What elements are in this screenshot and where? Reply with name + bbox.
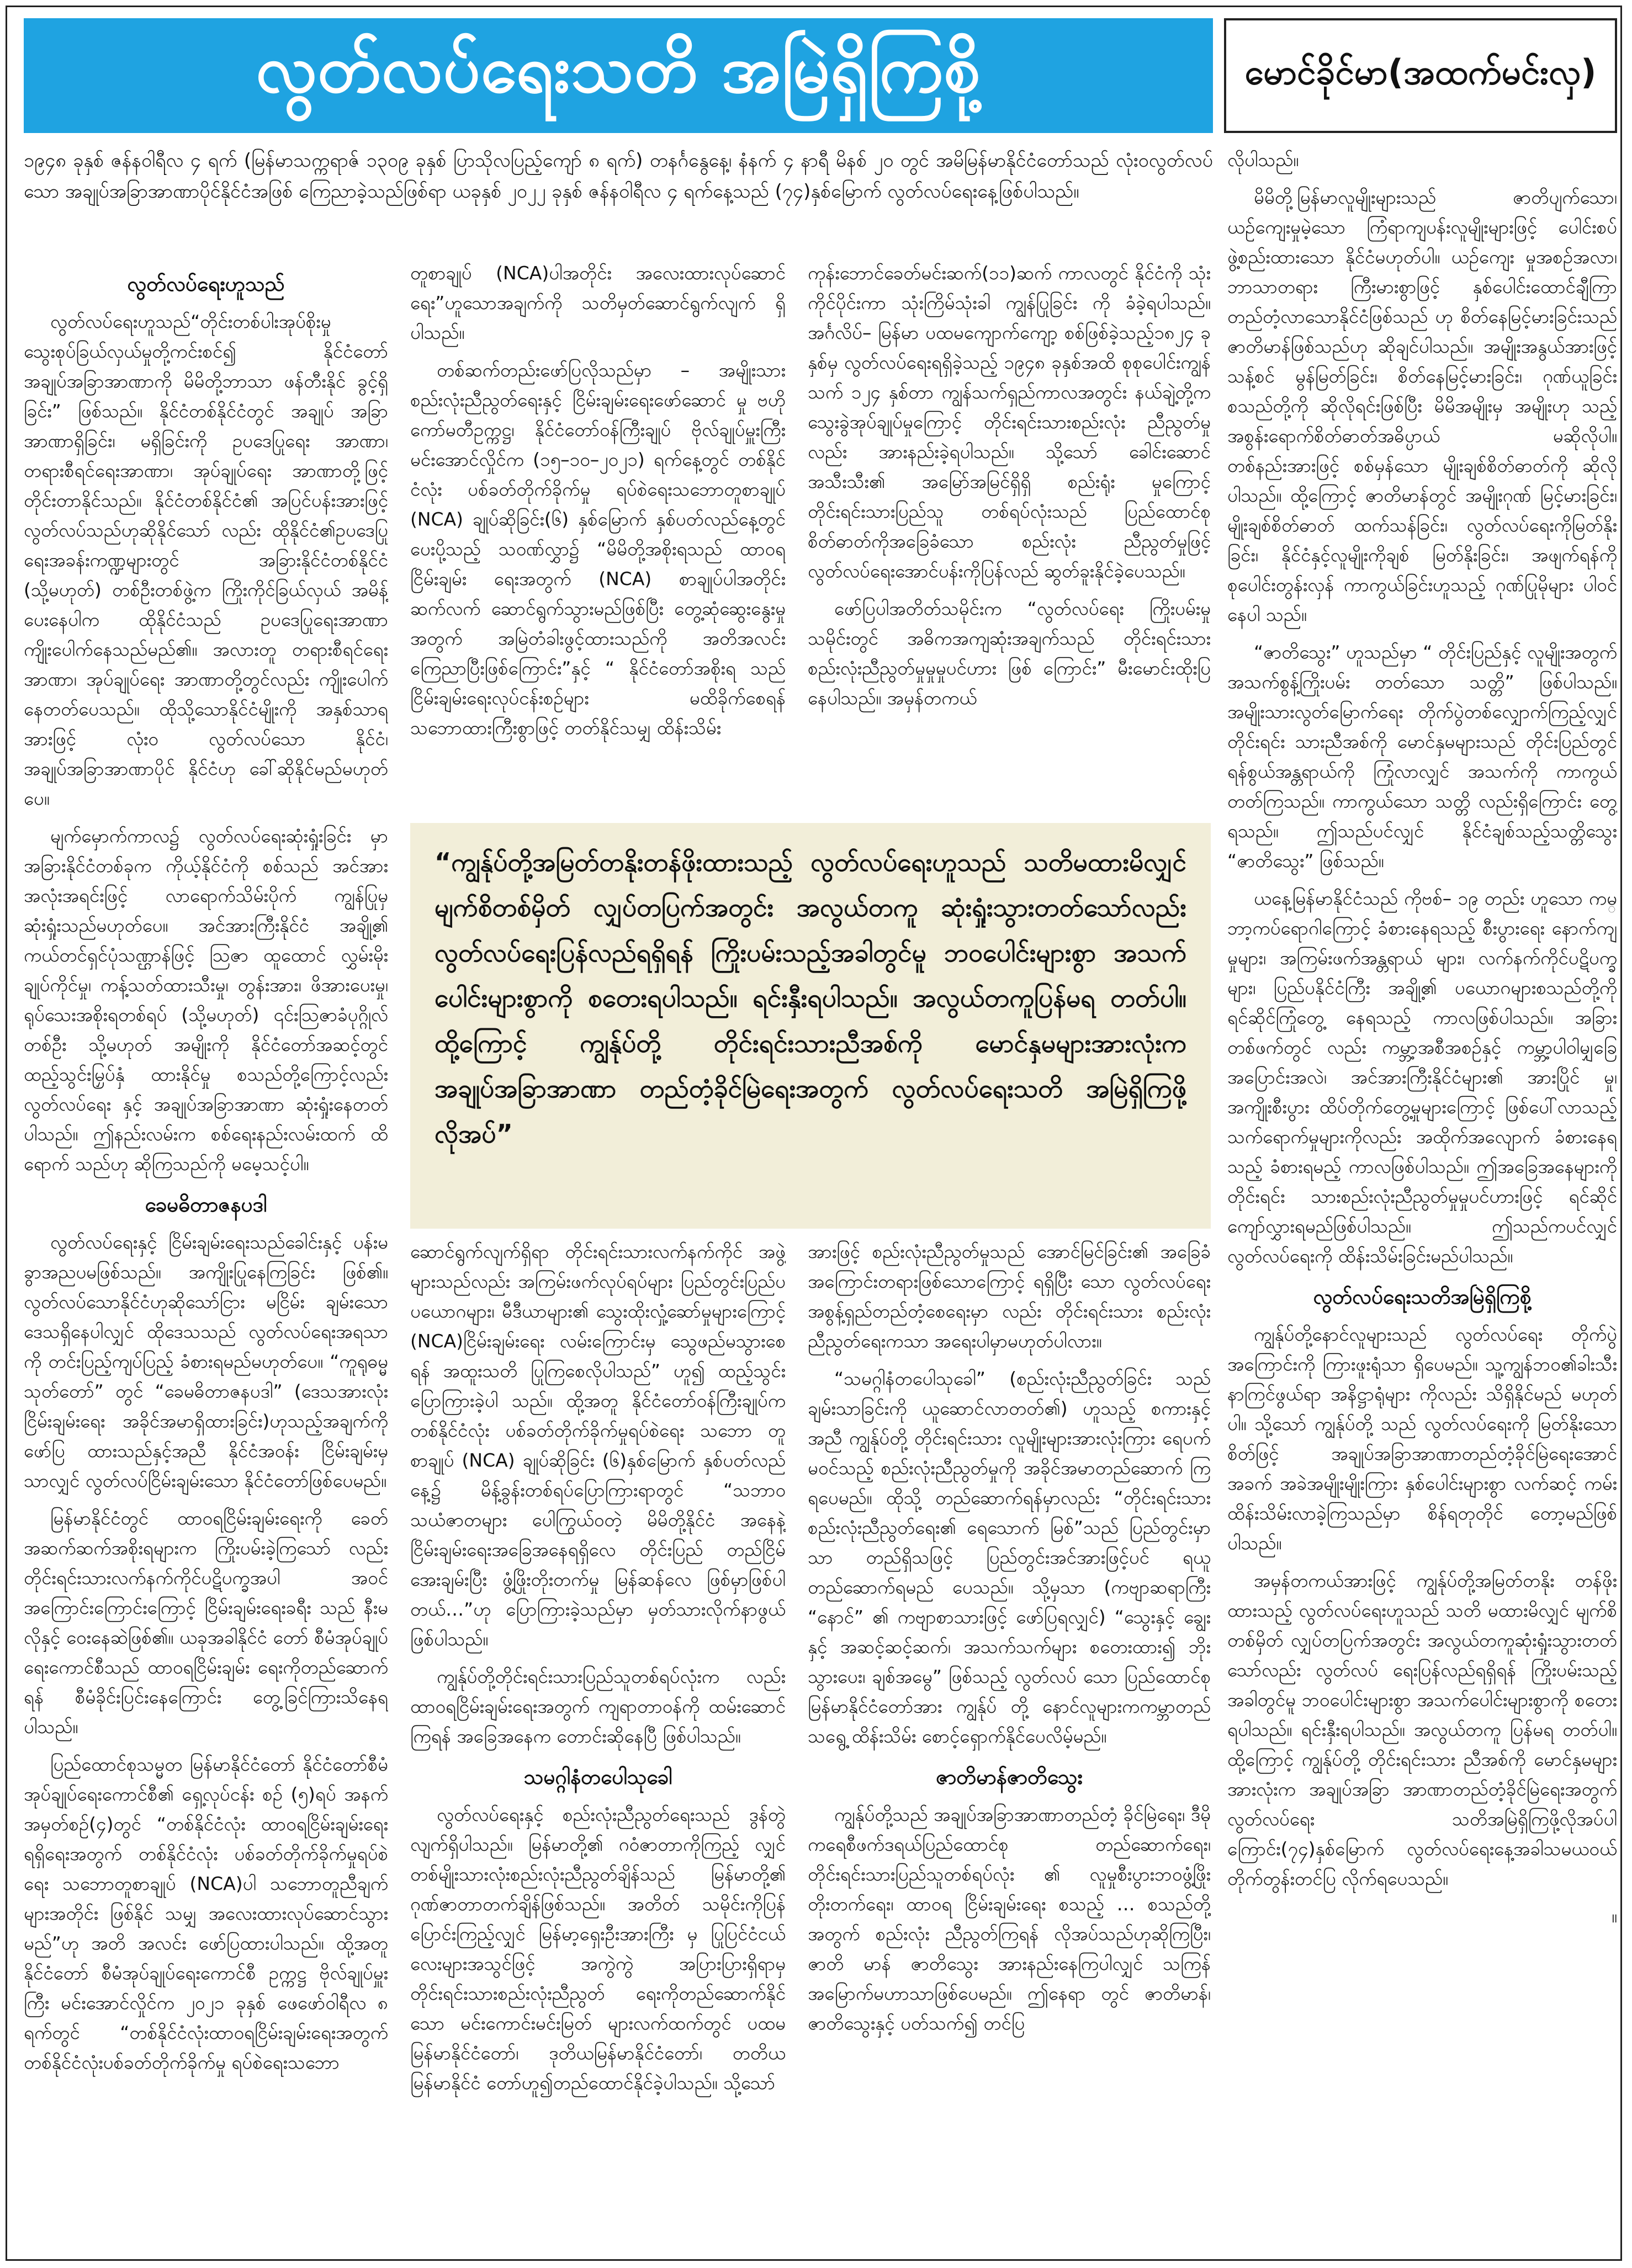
- lead-paragraph: [24, 145, 1213, 256]
- page-frame: [6, 6, 1622, 2261]
- article-title-banner: [24, 18, 1213, 133]
- body-paragraph: ကျွန်ုပ်တို့သည် အချုပ်အခြာအာဏာတည်တံ့ ခိုင်မြဲရေး၊ ဒီမိုကရေစီဖက်ဒရယ်ပြည်ထောင်စု တည်ဆောက်ရေး၊ တိုင်းရင်းသားပြည်သူတစ်ရပ်လုံး ၏ လူမှုစီးပွားဘဝဖွံ့ဖြိုးတိုးတက်ရေး၊ ထာဝရ ငြိမ်းချမ်းရေး စသည့် … စသည်တို့အတွက် စည်းလုံး ညီညွတ်ကြရန် လိုအပ်သည်ဟုဆိုကြပြီး၊ ဇာတိ မာန် ဇာတိသွေး အားနည်းနေကြပါလျှင် သကြန် အမြောက်မဟာသာဖြစ်ပေမည်။ ဤနေရာ တွင် ဇာတိမာန်၊ ဇာတိသွေးနှင့် ပတ်သက်၍ တင်ပြ: [808, 1804, 1211, 2034]
- pull-quote: [410, 823, 1211, 1229]
- body-paragraph: တူစာချုပ် (NCA)ပါအတိုင်း အလေးထားလုပ်ဆောင် ရေး”ဟူသောအချက်ကို သတိမှတ်ဆောင်ရွက်လျက် ရှိပါသည်။: [410, 262, 786, 343]
- subheading-khema: ခေမဓိတာဇနပဒါ: [145, 1193, 267, 1217]
- body-paragraph: ပြည်ထောင်စုသမ္မတ မြန်မာနိုင်ငံတော် နိုင်ငံတော်စီမံအုပ်ချုပ်ရေးကောင်စီ၏ ရှေ့လုပ်ငန်း စဉ် (၅)ရပ် အနက် အမှတ်စဉ်(၄)တွင် “တစ်နိုင်ငံလုံး ထာဝရငြိမ်းချမ်းရေးရရှိရေးအတွက် တစ်နိုင်ငံလုံး ပစ်ခတ်တိုက်ခိုက်မှုရပ်စဲရေး သဘောတူစာချုပ် (NCA)ပါ သဘောတူညီချက်များအတိုင်း ဖြစ်နိုင် သမျှ အလေးထားလုပ်ဆောင်သွားမည်”ဟု အတိ အလင်း ဖော်ပြထားပါသည်။ ထို့အတူ နိုင်ငံတော် စီမံအုပ်ချုပ်ရေးကောင်စီ ဥက္ကဋ္ဌ ဗိုလ်ချုပ်မှူးကြီး မင်းအောင်လှိုင်က ၂၀၂၁ ခုနှစ် ဖေဖော်ဝါရီလ ၈ ရက်တွင် “တစ်နိုင်ငံလုံးထာဝရငြိမ်းချမ်းရေးအတွက် တစ်နိုင်ငံလုံးပစ်ခတ်တိုက်ခိုက်မှု ရပ်စဲရေးသဘော: [24, 1754, 388, 2073]
- end-mark: ။: [1612, 1905, 1617, 1927]
- body-paragraph: လွတ်လပ်ရေးဟူသည်“တိုင်းတစ်ပါးအုပ်စိုးမှု သွေးစုပ်ခြယ်လှယ်မှုတို့ကင်းစင်၍ နိုင်ငံတော် အချုပ်အခြာအာဏာကို မိမိတို့ဘာသာ ဖန်တီးနိုင် ခွင့်ရှိခြင်း” ဖြစ်သည်။ နိုင်ငံတစ်နိုင်ငံတွင် အချုပ် အခြာ အာဏာရှိခြင်း၊ မရှိခြင်းကို ဥပဒေပြုရေး အာဏာ၊ တရားစီရင်ရေးအာဏာ၊ အုပ်ချုပ်ရေး အာဏာတို့ဖြင့် တိုင်းတာနိုင်သည်။ နိုင်ငံတစ်နိုင်ငံ၏ အပြင်ပန်းအားဖြင့် လွတ်လပ်သည်ဟုဆိုနိုင်သော် လည်း ထိုနိုင်ငံ၏ဥပဒေပြုရေးအခန်းကဏ္ဍများတွင် အခြားနိုင်ငံတစ်နိုင်ငံ (သို့မဟုတ်) တစ်ဦးတစ်ဖွဲ့က ကြိုးကိုင်ခြယ်လှယ် အမိန့်ပေးနေပါက ထိုနိုင်ငံသည် ဥပဒေပြုရေးအာဏာ ကျိုးပေါက်နေသည်မည်၏။ အလားတူ တရားစီရင်ရေးအာဏာ၊ အုပ်ချုပ်ရေး အာဏာတို့တွင်လည်း ကျိုးပေါက်နေတတ်ပေသည်။ ထိုသို့သောနိုင်ငံမျိုးကို အနှစ်သာရအားဖြင့် လုံးဝ လွတ်လပ်သော နိုင်ငံ၊ အချုပ်အခြာအာဏာပိုင် နိုင်ငံဟု ခေါ်ဆိုနိုင်မည်မဟုတ်ပေ။: [24, 311, 388, 809]
- article-title: လွတ်လပ်ရေးသတိ အမြဲရှိကြစို့: [256, 31, 981, 107]
- column-3-top: [808, 258, 1211, 816]
- body-paragraph: တစ်ဆက်တည်းဖော်ပြလိုသည်မှာ – အမျိုးသား စည်းလုံးညီညွတ်ရေးနှင့် ငြိမ်းချမ်းရေးဖော်ဆောင် မှု ဗဟိုကော်မတီဥက္ကဋ္ဌ၊ နိုင်ငံတော်ဝန်ကြီးချုပ် ဗိုလ်ချုပ်မှူးကြီး မင်းအောင်လှိုင်က (၁၅–၁၀–၂၀၂၁) ရက်နေ့တွင် တစ်နိုင်ငံလုံး ပစ်ခတ်တိုက်ခိုက်မှု ရပ်စဲရေးသဘောတူစာချုပ် (NCA) ချုပ်ဆိုခြင်း(၆) နှစ်မြောက် နှစ်ပတ်လည်နေ့တွင် ပေးပို့သည့် သဝဏ်လွှာ၌ “မိမိတို့အစိုးရသည် ထာဝရငြိမ်းချမ်း ရေးအတွက် (NCA) စာချုပ်ပါအတိုင်း ဆက်လက် ဆောင်ရွက်သွားမည်ဖြစ်ပြီး တွေ့ဆုံဆွေးနွေးမှု အတွက် အမြဲတံခါးဖွင့်ထားသည်ကို အတိအလင်း ကြေညာပြီးဖြစ်ကြောင်း”နှင့် “ နိုင်ငံတော်အစိုးရ သည် ငြိမ်းချမ်းရေးလုပ်ငန်းစဉ်များ မထိခိုက်စေရန် သဘောထားကြီးစွာဖြင့် တတ်နိုင်သမျှ ထိန်းသိမ်း: [410, 359, 786, 739]
- subheading-freedom-definition: လွတ်လပ်ရေးဟူသည်: [127, 272, 285, 296]
- body-paragraph: ယနေ့မြန်မာနိုင်ငံသည် ကိုဗစ်– ၁၉ တည်း ဟူသော ကမ္ဘာ့ကပ်ရောဂါကြောင့် ခံစားနေရသည့် စီးပွားရေး နောက်ကျမှုများ၊ အကြမ်းဖက်အန္တရာယ် များ၊ လက်နက်ကိုင်ပဋိပက္ခများ၊ ပြည်ပနိုင်ငံကြီး အချို့၏ ပယောဂများစသည်တို့ကို ရင်ဆိုင်ကြုံတွေ့ နေရသည့် ကာလဖြစ်ပါသည်။ အခြားတစ်ဖက်တွင် လည်း ကမ္ဘာ့အစီအစဉ်နှင့် ကမ္ဘာ့ပါဝါမျှခြေ အပြောင်းအလဲ၊ အင်အားကြီးနိုင်ငံများ၏ အားပြိုင် မှု၊ အကျိုးစီးပွား ထိပ်တိုက်တွေ့မှုများကြောင့် ဖြစ်ပေါ်လာသည့် သက်ရောက်မှုများကိုလည်း အထိုက်အလျောက် ခံစားနေရသည့် ခံစားရမည့် ကာလဖြစ်ပါသည်။ ဤအခြေအနေများကို တိုင်းရင်း သားစည်းလုံးညီညွတ်မှုမှုပင်ဟားဖြင့် ရင်ဆိုင် ကျော်လွှားရမည်ဖြစ်ပါသည်။ ဤသည်ကပင်လျှင် လွတ်လပ်ရေးကို ထိန်းသိမ်းခြင်းမည်ပါသည်။: [1227, 888, 1617, 1267]
- column-2-top: [410, 258, 786, 816]
- column-3-bottom: [808, 1237, 1211, 2251]
- body-paragraph: ကုန်းဘောင်ခေတ်မင်းဆက်(၁၁)ဆက် ကာလတွင် နိုင်ငံကို သုံးကိုင်ပိုင်းကာ သုံးကြိမ်သုံးခါ ကျွန်ပြုခြင်း ကို ခံခဲ့ရပါသည်။ အင်္ဂလိပ်– မြန်မာ ပထမကျောက်ကျော့ စစ်ဖြစ်ခဲ့သည့်၁၈၂၄ ခုနှစ်မှ လွတ်လပ်ရေးရရှိခဲ့သည့် ၁၉၄၈ ခုနှစ်အထိ စုစုပေါင်းကျွန်သက် ၁၂၄ နှစ်တာ ကျွန်သက်ရှည်ကာလအတွင်း နယ်ချဲ့တို့က သွေးခွဲအုပ်ချုပ်မှုကြောင့် တိုင်းရင်းသားစည်းလုံး ညီညွတ်မှုလည်း အားနည်းခဲ့ရပါသည်။ သို့သော် ခေါင်းဆောင်အသီးသီး၏ အမြော်အမြင်ရှိရှိ စည်းရုံး မှုကြောင့် တိုင်းရင်းသားပြည်သူ တစ်ရပ်လုံးသည် ပြည်ထောင်စုစိတ်ဓာတ်ကိုအခြေခံသော စည်းလုံး ညီညွတ်မှုဖြင့် လွတ်လပ်ရေးအောင်ပန်းကိုပြန်လည် ဆွတ်ခူးနိုင်ခဲ့ပေသည်။: [808, 262, 1211, 582]
- body-paragraph: ဖော်ပြပါအတိတ်သမိုင်းက “လွတ်လပ်ရေး ကြိုးပမ်းမှုသမိုင်းတွင် အဓိကအကျဆုံးအချက်သည် တိုင်းရင်းသား စည်းလုံးညီညွတ်မှုမှုမှုပင်ဟား ဖြစ် ကြောင်း” မီးမောင်းထိုးပြနေပါသည်။ အမှန်တကယ်: [808, 598, 1211, 709]
- body-paragraph: ဆောင်ရွက်လျက်ရှိရာ တိုင်းရင်းသားလက်နက်ကိုင် အဖွဲ့များသည်လည်း အကြမ်းဖက်လုပ်ရပ်များ ပြည်တွင်းပြည်ပ ပယောဂများ၊ မီဒီယာများ၏ သွေးထိုးလှုံ့ဆော်မှုများကြောင့် (NCA)ငြိမ်းချမ်းရေး လမ်းကြောင်းမှ သွေဖည်မသွားစေရန် အထူးသတိ ပြုကြစေလိုပါသည်” ဟူ၍ ထည့်သွင်းပြောကြားခဲ့ပါ သည်။ ထို့အတူ နိုင်ငံတော်ဝန်ကြီးချုပ်က တစ်နိုင်ငံလုံး ပစ်ခတ်တိုက်ခိုက်မှုရပ်စဲရေး သဘော တူစာချုပ် (NCA) ချုပ်ဆိုခြင်း (၆)နှစ်မြောက် နှစ်ပတ်လည်နေ့၌ မိန့်ခွန်းတစ်ရပ်ပြောကြားရာတွင် “သဘာဝသယံဇာတများ ပေါကြွယ်ဝတဲ့ မိမိတို့နိုင်ငံ အနေနဲ့ ငြိမ်းချမ်းရေးအခြေအနေရရှိလေ တိုင်းပြည် တည်ငြိမ်အေးချမ်းပြီး ဖွံ့ဖြိုးတိုးတက်မှု မြန်ဆန်လေ ဖြစ်မှာဖြစ်ပါတယ်…”ဟု ပြောကြားခဲ့သည်မှာ မှတ်သားလိုက်နာဖွယ် ဖြစ်ပါသည်။: [410, 1241, 786, 1650]
- column-4: [1227, 145, 1617, 2251]
- subheading-national-pride: ဇာတိမာန်ဇာတိသွေး: [936, 1765, 1083, 1789]
- body-paragraph: “ဇာတိသွေး” ဟူသည်မှာ “ တိုင်းပြည်နှင့် လူမျိုးအတွက် အသက်စွန့်ကြိုးပမ်း တတ်သော သတ္တိ” ဖြစ်ပါသည်။ အမျိုးသားလွတ်မြောက်ရေး တိုက်ပွဲတစ်လျှောက်ကြည့်လျှင် တိုင်းရင်း သားညီအစ်ကို မောင်နှမများသည် တိုင်းပြည်တွင် ရန်စွယ်အန္တရာယ်ကို ကြုံလာလျှင် အသက်ကို ကာကွယ် တတ်ကြသည်။ ကာကွယ်သော သတ္တိ လည်းရှိကြောင်း တွေ့ရသည်။ ဤသည်ပင်လျှင် နိုင်ငံချစ်သည့်သတ္တိသွေး “ဇာတိသွေး” ဖြစ်သည်။: [1227, 641, 1617, 872]
- column-2-bottom: [410, 1237, 786, 2251]
- pull-quote-text: “ကျွန်ုပ်တို့အမြတ်တနိုးတန်ဖိုးထားသည့် လွတ်လပ်ရေးဟူသည် သတိမထားမိလျှင် မျက်စိတစ်မှိတ် လျှပ်တပြက်အတွင်း အလွယ်တကူ ဆုံးရှုံးသွားတတ်သော်လည်း လွတ်လပ်ရေးပြန်လည်ရရှိရန် ကြိုးပမ်းသည့်အခါတွင်မူ ဘဝပေါင်းများစွာ အသက်ပေါင်းများစွာကို စတေးရပါသည်။ ရင်းနှီးရပါသည်။ အလွယ်တကူပြန်မရ တတ်ပါ။ ထို့ကြောင့် ကျွန်ုပ်တို့ တိုင်းရင်းသားညီအစ်ကို မောင်နှမများအားလုံးက အချုပ်အခြာအာဏာ တည်တံ့ခိုင်မြဲရေးအတွက် လွတ်လပ်ရေးသတိ အမြဲရှိကြဖို့ လိုအပ်”: [435, 847, 1186, 1149]
- body-paragraph: လွတ်လပ်ရေးနှင့် ငြိမ်းချမ်းရေးသည်ခေါင်းနှင့် ပန်းမခွာအညပမဖြစ်သည်။ အကျိုးပြုနေကြခြင်း ဖြစ်၏။ လွတ်လပ်သောနိုင်ငံဟုဆိုသော်ငြား မငြိမ်း ချမ်းသောဒေသရှိနေပါလျှင် ထိုဒေသသည် လွတ်လပ်ရေးအရသာကို တင်းပြည့်ကျပ်ပြည့် ခံစားရမည်မဟုတ်ပေ။ “ကူရုဓမ္မသုတ်တော်” တွင် “ခေမဓိတာဇနပဒါ” (ဒေသအားလုံး ငြိမ်းချမ်းရေး အခိုင်အမာရှိထားခြင်း)ဟုသည့်အချက်ကို ဖော်ပြ ထားသည်နှင့်အညီ နိုင်ငံအဝန်း ငြိမ်းချမ်းမှသာလျှင် လွတ်လပ်ငြိမ်းချမ်းသော နိုင်ငံတော်ဖြစ်ပေမည်။: [24, 1231, 388, 1491]
- column-1: [24, 258, 388, 2251]
- body-paragraph: အားဖြင့် စည်းလုံးညီညွတ်မှုသည် အောင်မြင်ခြင်း၏ အခြေခံအကြောင်းတရားဖြစ်သောကြောင့် ရရှိပြီး သော လွတ်လပ်ရေးအစွန့်ရှည်တည်တံ့စေရေးမှာ လည်း တိုင်းရင်းသား စည်းလုံးညီညွတ်ရေးကသာ အရေးပါမှာမဟုတ်ပါလား။: [808, 1241, 1211, 1352]
- body-paragraph: “သမဂ္ဂါနံတပေါသုခေါ” (စည်းလုံးညီညွတ်ခြင်း သည် ချမ်းသာခြင်းကို ယူဆောင်လာတတ်၏) ဟူသည့် စကားနှင့်အညီ ကျွန်ုပ်တို့ တိုင်းရင်းသား လူမျိုးများအားလုံးကြား ရေပက်မဝင်သည့် စည်းလုံးညီညွတ်မှုကို အခိုင်အမာတည်ဆောက် ကြရပေမည်။ ထိုသို့ တည်ဆောက်ရန်မှာလည်း “တိုင်းရင်းသားစည်းလုံးညီညွတ်ရေး၏ ရေသောက် မြစ်”သည် ပြည်တွင်းမှာသာ တည်ရှိသဖြင့် ပြည်တွင်းအင်အားဖြင့်ပင် ရယူတည်ဆောက်ရမည် ပေသည်။ သို့မှသာ (ကဗျာဆရာကြီး “နောင်” ၏ ကဗျာစာသားဖြင့် ဖော်ပြရလျှင်) “သွေးနှင့် ချွေးနှင့် အဆင့်ဆင့်ဆက်၊ အသက်သက်များ စတေးထား၍ ဘိုးသွားပေး၊ ချစ်အမွေ” ဖြစ်သည့် လွတ်လပ် သော ပြည်ထောင်စုမြန်မာနိုင်ငံတော်အား ကျွန်ုပ် တို့ နောင်လူများကကမ္ဘာတည်သရွေ့ ထိန်းသိမ်း စောင့်ရှောက်နိုင်ပေလိမ့်မည်။: [808, 1368, 1211, 1747]
- author-box: [1224, 18, 1617, 133]
- body-paragraph: လွတ်လပ်ရေးနှင့် စည်းလုံးညီညွတ်ရေးသည် ဒွန်တွဲလျက်ရှိပါသည်။ မြန်မာတို့၏ ဂဝံဇာတာကိုကြည့် လျှင် တစ်မျိုးသားလုံးစည်းလုံးညီညွတ်ချိန်သည် မြန်မာတို့၏ ဂုဏ်ဇာတာတက်ချိန်ဖြစ်သည်။ အတိတ် သမိုင်းကိုပြန်ပြောင်းကြည့်လျှင် မြန်မာ့ရှေးဦးအားကြီး မှ ပြုပြင်ငံငယ်လေးများအသွင်ဖြင့် အကွဲကွဲ အပြားပြားရှိရာမှ တိုင်းရင်းသားစည်းလုံးညီညွတ် ရေးကိုတည်ဆောက်နိုင်သော မင်းကောင်းမင်းမြတ် များလက်ထက်တွင် ပထမမြန်မာနိုင်ငံတော်၊ ဒုတိယမြန်မာနိုင်ငံတော်၊ တတိယမြန်မာနိုင်ငံ တော်ဟူ၍တည်ထောင်နိုင်ခဲ့ပါသည်။ သို့သော်: [410, 1804, 786, 2094]
- subheading-unity: သမဂ္ဂါနံတပေါသုခေါ: [523, 1765, 672, 1789]
- body-paragraph: ကျွန်ုပ်တို့တိုင်းရင်းသားပြည်သူတစ်ရပ်လုံးက လည်း ထာဝရငြိမ်းချမ်းရေးအတွက် ကျရာတာဝန်ကို ထမ်းဆောင်ကြရန် အခြေအနေက တောင်းဆိုနေပြီ ဖြစ်ပါသည်။: [410, 1666, 786, 1747]
- subheading-stay-vigilant: လွတ်လပ်ရေးသတိအမြဲရှိကြစို့: [1313, 1285, 1532, 1309]
- body-paragraph: ကျွန်ုပ်တို့နောင်လူများသည် လွတ်လပ်ရေး တိုက်ပွဲအကြောင်းကို ကြားဖူးရုံသာ ရှိပေမည်။ သူ့ကျွန်ဘဝ၏ခါးသီးနာကြင်ဖွယ်ရာ အနိဋ္ဌာရုံများ ကိုလည်း သိရှိနိုင်မည် မဟုတ်ပါ။ သို့သော် ကျွန်ုပ်တို့ သည် လွတ်လပ်ရေးကို မြတ်နိုးသောစိတ်ဖြင့် အချုပ်အခြာအာဏာတည်တံ့ခိုင်မြဲရေးအောင် အခက် အခဲအမျိုးမျိုးကြား နှစ်ပေါင်းများစွာ လက်ဆင့် ကမ်း ထိန်းသိမ်းလာခဲ့ကြသည်မှာ စိန်ရတုတိုင် တော့မည်ဖြစ်ပါသည်။: [1227, 1324, 1617, 1554]
- body-paragraph: လိုပါသည်။: [1227, 149, 1299, 171]
- body-paragraph: မိမိတို့မြန်မာလူမျိုးများသည် ဇာတိပျက်သော၊ ယဉ်ကျေးမှုမဲ့သော ကြံရာကျပန်းလူမျိုးများဖြင့် ပေါင်းစပ်ဖွဲ့စည်းထားသော နိုင်ငံမဟုတ်ပါ။ ယဉ်ကျေး မှုအစဉ်အလာ၊ ဘာသာတရား ကြီးမားစွာဖြင့် နှစ်ပေါင်းထောင်ချီကြာ တည်တံ့လာသောနိုင်ငံဖြစ်သည် ဟု စိတ်နေမြင့်မားခြင်းသည် ဇာတိမာန်ဖြစ်သည်ဟု ဆိုချင်ပါသည်။ အမျိုးအနွယ်အားဖြင့် သန့်စင် မွန်မြတ်ခြင်း၊ စိတ်နေမြင့်မားခြင်း၊ ဂုဏ်ယူခြင်း စသည်တို့ကို ဆိုလိုရင်းဖြစ်ပြီး မိမိအမျိုးမှ အမျိုးဟု သည့် အစွန်းရောက်စိတ်ဓာတ်အဓိပ္ပာယ် မဆိုလိုပါ။ တစ်နည်းအားဖြင့် စစ်မှန်သော မျိုးချစ်စိတ်ဓာတ်ကို ဆိုလိုပါသည်။ ထို့ကြောင့် ဇာတိမာန်တွင် အမျိုးဂုဏ် မြင့်မားခြင်း၊ မျိုးချစ်စိတ်ဓာတ် ထက်သန်ခြင်း၊ လွတ်လပ်ရေးကိုမြတ်နိုးခြင်း၊ နိုင်ငံနှင့်လူမျိုးကိုချစ် မြတ်နိုးခြင်း၊ အဖျက်ရန်ကို စုပေါင်းတွန်းလှန် ကာကွယ်ခြင်းဟူသည့် ဂုဏ်ပြုမိုများ ပါဝင်နေပါ သည်။: [1227, 187, 1617, 625]
- body-paragraph: အမှန်တကယ်အားဖြင့် ကျွန်ုပ်တို့အမြတ်တနိုး တန်ဖိုးထားသည့် လွတ်လပ်ရေးဟူသည် သတိ မထားမိလျှင် မျက်စိတစ်မှိတ် လျှပ်တပြက်အတွင်း အလွယ်တကူဆုံးရှုံးသွားတတ်သော်လည်း လွတ်လပ် ရေးပြန်လည်ရရှိရန် ကြိုးပမ်းသည့်အခါတွင်မူ ဘဝပေါင်းများစွာ အသက်ပေါင်းများစွာကို စတေး ရပါသည်။ ရင်းနှီးရပါသည်။ အလွယ်တကူ ပြန်မရ တတ်ပါ။ ထို့ကြောင့် ကျွန်ုပ်တို့ တိုင်းရင်းသား ညီအစ်ကို မောင်နှမများအားလုံးက အချုပ်အခြာ အာဏာတည်တံ့ခိုင်မြဲရေးအတွက် လွတ်လပ်ရေး သတိအမြဲရှိကြဖို့လိုအပ်ပါကြောင်း(၇၄)နှစ်မြောက် လွတ်လပ်ရေးနေ့အခါသမယဝယ် တိုက်တွန်းတင်ပြ လိုက်ရပေသည်။: [1227, 1570, 1617, 1889]
- body-paragraph: မြန်မာနိုင်ငံတွင် ထာဝရငြိမ်းချမ်းရေးကို ခေတ် အဆက်ဆက်အစိုးရများက ကြိုးပမ်းခဲ့ကြသော် လည်း တိုင်းရင်းသားလက်နက်ကိုင်ပဋိပက္ခအပါ အဝင် အကြောင်းကြောင်းကြောင့် ငြိမ်းချမ်းရေးခရီး သည် နီးမလိုနှင့် ဝေးနေဆဲဖြစ်၏။ ယခုအခါနိုင်ငံ တော် စီမံအုပ်ချုပ်ရေးကောင်စီသည် ထာဝရငြိမ်းချမ်း ရေးကိုတည်ဆောက်ရန် စီမံခိုင်းပြင်းနေကြောင်း တွေ့ခြင်ကြားသိနေရပါသည်။: [24, 1507, 388, 1738]
- body-paragraph: မျက်မှောက်ကာလ၌ လွတ်လပ်ရေးဆုံးရှုံးခြင်း မှာ အခြားနိုင်ငံတစ်ခုက ကိုယ့်နိုင်ငံကို စစ်သည် အင်အား အလုံးအရင်းဖြင့် လာရောက်သိမ်းပိုက် ကျွန်ပြုမှ ဆုံးရှုံးသည်မဟုတ်ပေ။ အင်အားကြီးနိုင်ငံ အချို့၏ ကယ်တင်ရှင်ပုံသဏ္ဌာန်ဖြင့် ဩဇာ ထူထောင် လွှမ်းမိုးချုပ်ကိုင်မှု၊ ကန့်သတ်ထားသီးမှု၊ တွန်းအား၊ ဖိအားပေးမှု၊ ရုပ်သေးအစိုးရတစ်ရပ် (သို့မဟုတ်) ၎င်းဩဇာခံပုဂ္ဂိုလ်တစ်ဦး သို့မဟုတ် အမျိုးကို နိုင်ငံတော်အဆင့်တွင် ထည့်သွင်းမြှပ်နှံ ထားနိုင်မှု စသည်တို့ကြောင့်လည်း လွတ်လပ်ရေး နှင့် အချုပ်အခြာအာဏာ ဆုံးရှုံးနေတတ်ပါသည်။ ဤနည်းလမ်းက စစ်ရေးနည်းလမ်းထက် ထိရောက် သည်ဟု ဆိုကြသည်ကို မမေ့သင့်ပါ။: [24, 825, 388, 1175]
- author-name: မောင်ခိုင်မာ(အထက်မင်းလှ): [1244, 51, 1597, 92]
- lead-text: ၁၉၄၈ ခုနှစ် ဇန်နဝါရီလ ၄ ရက် (မြန်မာသက္ကရာဇ် ၁၃၀၉ ခုနှစ် ပြာသိုလပြည့်ကျော် ၈ ရက်) တနင်္ဂနွေနေ့၊ နံနက် ၄ နာရီ မိနစ် ၂၀ တွင် အမိမြန်မာနိုင်ငံတော်သည် လုံးဝလွတ်လပ်သော အချုပ်အခြာအာဏာပိုင်နိုင်ငံအဖြစ် ကြေညာခဲ့သည်ဖြစ်ရာ ယခုနှစ် ၂၀၂၂ ခုနှစ် ဇန်နဝါရီလ ၄ ရက်နေ့သည် (၇၄)နှစ်မြောက် လွတ်လပ်ရေးနေ့ဖြစ်ပါသည်။: [24, 150, 1213, 203]
